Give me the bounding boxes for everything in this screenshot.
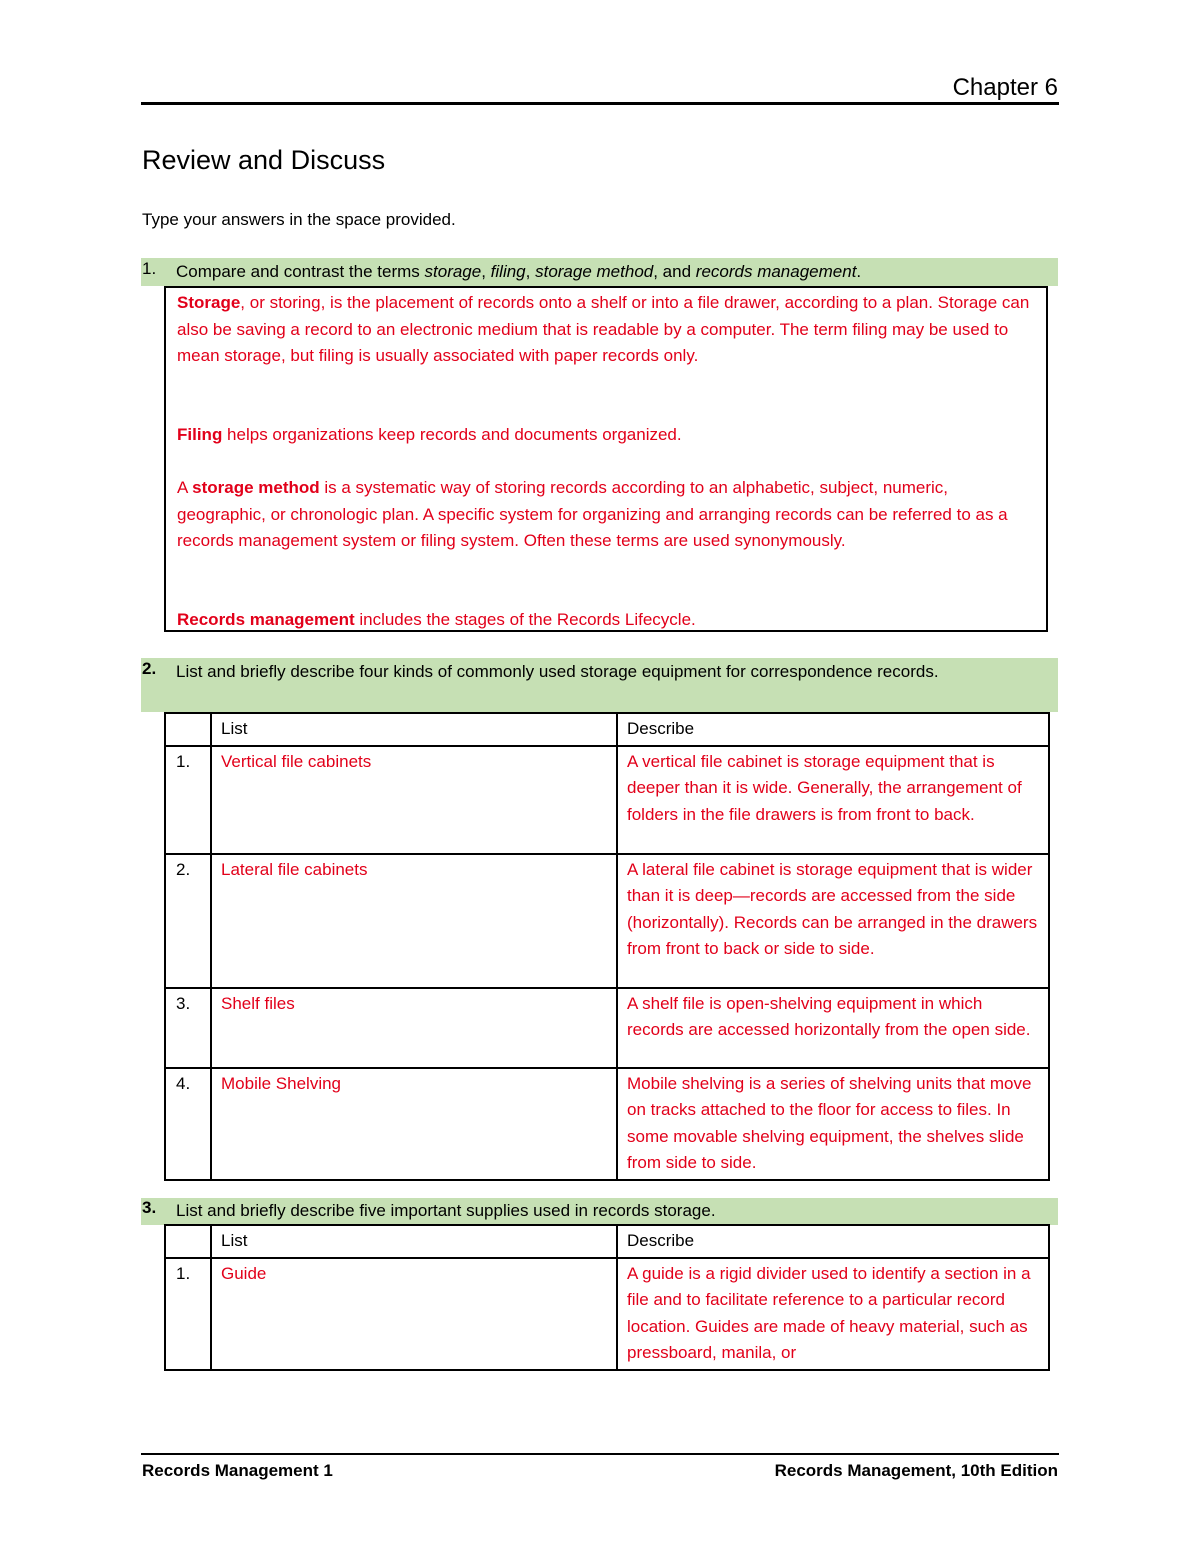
instructions: Type your answers in the space provided. [142, 210, 456, 229]
table-row[interactable] [165, 988, 1049, 1068]
header-describe-cell: Describe [617, 713, 1049, 746]
row-item[interactable]: Vertical file cabinets [211, 746, 617, 854]
table-row[interactable] [165, 746, 1049, 854]
row-item[interactable]: Guide [211, 1258, 617, 1370]
answer-1-records-management: Records management includes the stages of the Records Lifecycle. [177, 610, 696, 629]
row-number: 1. [165, 1258, 211, 1370]
header-num-cell [165, 713, 211, 746]
row-description[interactable]: A shelf file is open-shelving equipment in which records are accessed horizontally from the open side. [617, 988, 1049, 1068]
answer-1-filing: Filing helps organizations keep records and documents organized. [177, 425, 682, 444]
header-list-cell: List [211, 1225, 617, 1258]
answer-1-storage: Storage, or storing, is the placement of records onto a shelf or into a file drawer, according to a plan. Storage can also be saving a record to an electronic medium that is readable by a computer. The term filing may be used to mean storage, but filing is usually associated with paper records only. [177, 293, 1030, 365]
table-row[interactable] [165, 854, 1049, 988]
row-number: 4. [165, 1068, 211, 1180]
table-header-row [165, 1225, 1049, 1258]
header-describe-cell: Describe [617, 1225, 1049, 1258]
row-number: 3. [165, 988, 211, 1068]
table-header-row [165, 713, 1049, 746]
answer-1-storage-method: A storage method is a systematic way of storing records according to an alphabetic, subject, numeric, geographic, or chronologic plan. A specific system for organizing and arranging records can be referred to as a records management system or filing system. Often these terms are used synonymously. [177, 478, 1008, 550]
header-rule [141, 102, 1059, 105]
row-description[interactable]: A guide is a rigid divider used to identify a section in a file and to facilitate reference to a particular record location. Guides are made of heavy material, such as pressboard, manila, or [617, 1258, 1049, 1370]
header-num-cell [165, 1225, 211, 1258]
table-row[interactable] [165, 1258, 1049, 1370]
row-item[interactable]: Shelf files [211, 988, 617, 1068]
question-3-table [164, 1224, 1050, 1371]
row-description[interactable]: A lateral file cabinet is storage equipment that is wider than it is deep—records are accessed from the side (horizontally). Records can be arranged in the drawers from front to back or side to side. [617, 854, 1049, 988]
chapter-title: Chapter 6 [952, 74, 1058, 101]
footer-rule [141, 1453, 1059, 1455]
header-list-cell: List [211, 713, 617, 746]
row-description[interactable]: Mobile shelving is a series of shelving units that move on tracks attached to the floor for access to files. In some movable shelving equipment, the shelves slide from side to side. [617, 1068, 1049, 1180]
question-3-text: List and briefly describe five important supplies used in records storage. [176, 1201, 716, 1220]
table-row[interactable] [165, 1068, 1049, 1180]
row-number: 2. [165, 854, 211, 988]
row-number: 1. [165, 746, 211, 854]
footer-right: Records Management, 10th Edition [774, 1461, 1058, 1480]
row-description[interactable]: A vertical file cabinet is storage equipment that is deeper than it is wide. Generally, the arrangement of folders in the file drawers is from front to back. [617, 746, 1049, 854]
footer-left: Records Management 1 [142, 1461, 333, 1480]
section-title: Review and Discuss [142, 145, 386, 175]
question-1-number: 1. [142, 259, 157, 278]
question-2-number: 2. [142, 659, 157, 678]
question-2-text: List and briefly describe four kinds of commonly used storage equipment for correspondence records. [176, 662, 939, 681]
question-2-table [164, 712, 1050, 1181]
row-item[interactable]: Mobile Shelving [211, 1068, 617, 1180]
answer-1-box[interactable] [164, 286, 1048, 632]
question-3-number: 3. [142, 1198, 157, 1217]
row-item[interactable]: Lateral file cabinets [211, 854, 617, 988]
question-1-text: Compare and contrast the terms storage, filing, storage method, and records management. [176, 262, 862, 281]
